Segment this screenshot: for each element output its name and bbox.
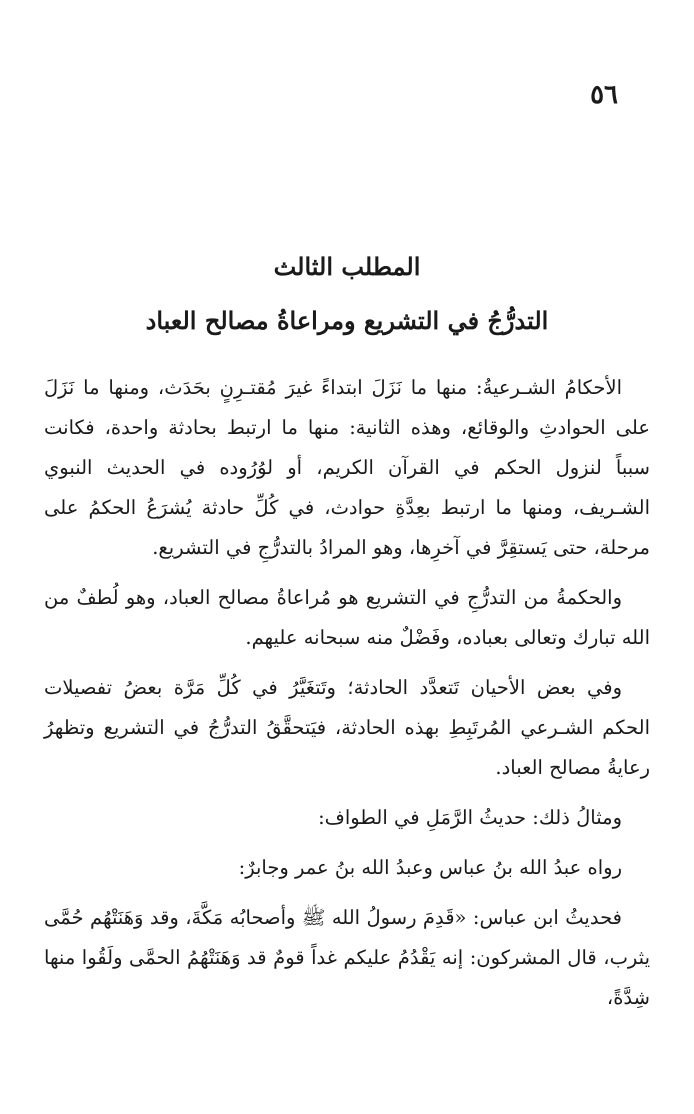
paragraph-ibn-abbas-hadith: فحديثُ ابن عباس: «قَدِمَ رسولُ الله ﷺ وأصحابُه مَكَّةَ، وقد وَهَنَتْهُم حُمَّى يثرب، قال المشركون: إنه يَقْدُمُ عليكم غداً قومٌ قد وَهَنَتْهُمُ الحمَّى ولَقُوا منها شِدَّةً، xyxy=(44,906,650,1009)
paragraph-rulings: الأحكامُ الشـرعيةُ: منها ما نَزَلَ ابتداءً غيرَ مُقتـرِنٍ بحَدَث، ومنها ما نَزَلَ على الحوادثِ والوقائع، وهذه الثانية: منها ما ارتبط بحادثة واحدة، فكانت سبباً لنزول الحكم في القرآن الكريم، أو لوُرُوده في الحديث النبوي الشـريف، ومنها ما ارتبط بعِدَّةِ حوادث، في كُلِّ حادثة يُشرَعُ الحكمُ على مرحلة، حتى يَستقِرَّ في آخرِها، وهو المرادُ بالتدرُّجِ في التشريع. xyxy=(44,376,650,559)
section-heading: المطلب الثالث xyxy=(273,252,421,281)
paragraph-multiple-events: وفي بعض الأحيان تَتعدَّد الحادثة؛ وتَتغَيَّرُ في كُلِّ مَرَّة بعضُ تفصيلات الحكم الشـرعي المُرتَبِطِ بهذه الحادثة، فيَتحقَّقُ التدرُّجُ في التشريع وتظهرُ رعايةُ مصالح العباد. xyxy=(44,676,650,779)
section-title: التدرُّجُ في التشريع ومراعاةُ مصالح العباد xyxy=(145,306,549,335)
paragraph-narrators: رواه عبدُ الله بنُ عباس وعبدُ الله بنُ عمر وجابرٌ: xyxy=(238,856,622,879)
paragraph-example: ومثالُ ذلك: حديثُ الرَّمَلِ في الطواف: xyxy=(318,806,622,829)
paragraph-wisdom: والحكمةُ من التدرُّجِ في التشريع هو مُراعاةُ مصالح العباد، وهو لُطفٌ من الله تبارك وتعالى بعباده، وفَضْلٌ منه سبحانه عليهم. xyxy=(44,586,650,649)
body-text xyxy=(44,368,650,1022)
page-number: ٥٦ xyxy=(590,80,618,110)
